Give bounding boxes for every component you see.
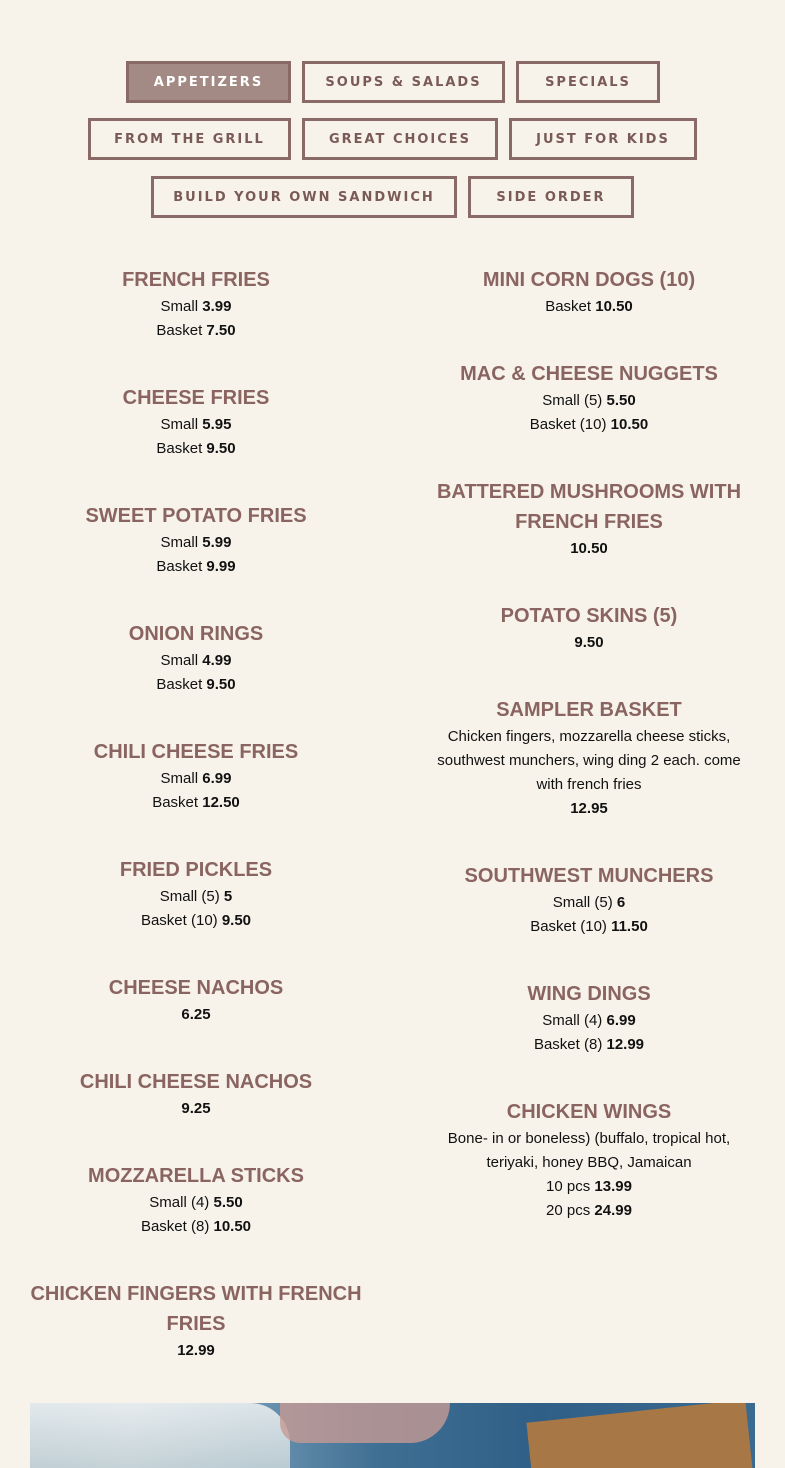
price-value: 4.99 — [202, 652, 232, 669]
price-line — [30, 909, 362, 933]
price-value: 12.99 — [177, 1342, 215, 1359]
price-value: 3.99 — [202, 298, 232, 315]
price-label: 10 pcs — [546, 1178, 591, 1195]
menu-item — [30, 1279, 362, 1363]
price-line — [430, 631, 748, 655]
price-line — [430, 1199, 748, 1223]
menu-item-name: WING DINGS — [527, 983, 651, 1005]
menu-item — [430, 601, 748, 655]
price-line — [430, 1175, 748, 1199]
price-label: Basket (8) — [140, 1218, 210, 1235]
price-label: Small (5) — [159, 888, 220, 905]
cup-shape — [30, 1403, 290, 1468]
price-value: 24.99 — [594, 1202, 632, 1219]
price-value: 9.50 — [221, 912, 252, 929]
price-line — [430, 389, 748, 413]
price-line — [430, 797, 748, 821]
price-value: 10.50 — [610, 416, 649, 433]
price-value: 12.99 — [606, 1036, 645, 1053]
menu-item — [30, 265, 362, 343]
price-line — [430, 891, 748, 915]
menu-item-name: CHILI CHEESE FRIES — [93, 741, 299, 763]
menu-item — [30, 501, 362, 579]
hand-shape — [280, 1403, 450, 1443]
price-value: 6.99 — [606, 1012, 636, 1029]
price-line — [30, 413, 362, 437]
price-label: Small (5) — [542, 392, 603, 409]
tab-soups-salads[interactable]: SOUPS & SALADS — [302, 61, 505, 103]
price-value: 9.25 — [181, 1100, 211, 1117]
price-value: 10.50 — [570, 540, 608, 557]
price-label: Basket — [156, 558, 203, 575]
price-value: 10.50 — [213, 1218, 252, 1235]
price-value: 10.50 — [595, 298, 633, 315]
menu-item-description: Chicken fingers, mozzarella cheese sticks, southwest munchers, wing ding 2 each. come with french fries — [437, 728, 741, 793]
menu-item — [30, 1161, 362, 1239]
menu-item-name: CHEESE FRIES — [122, 387, 270, 409]
price-value: 5.50 — [213, 1194, 243, 1211]
menu-item — [30, 973, 362, 1027]
food-photo — [30, 1403, 755, 1468]
price-label: Small — [160, 416, 199, 433]
price-value: 12.95 — [570, 800, 608, 817]
tab-appetizers[interactable]: APPETIZERS — [126, 61, 291, 103]
price-value: 5.95 — [202, 416, 232, 433]
price-value: 6.99 — [202, 770, 232, 787]
menu-item-name: MAC & CHEESE NUGGETS — [460, 363, 718, 385]
price-line — [430, 1009, 748, 1033]
price-label: Small — [160, 652, 199, 669]
menu-item-name: FRENCH FRIES — [122, 269, 270, 291]
price-value: 9.50 — [574, 634, 604, 651]
price-value: 12.50 — [202, 794, 240, 811]
price-label: Basket (10) — [529, 416, 607, 433]
tab-great-choices[interactable]: GREAT CHOICES — [302, 118, 498, 160]
menu-item — [430, 695, 748, 821]
menu-item — [430, 1097, 748, 1223]
price-line — [430, 295, 748, 319]
price-line — [30, 1215, 362, 1239]
price-value: 6 — [616, 894, 626, 911]
price-line — [30, 295, 362, 319]
menu-item — [430, 265, 748, 319]
price-label: Basket — [156, 676, 203, 693]
price-label: Basket — [156, 322, 203, 339]
menu-item-name: CHICKEN FINGERS WITH FRENCH FRIES — [30, 1283, 362, 1335]
tab-just-for-kids[interactable]: JUST FOR KIDS — [509, 118, 697, 160]
menu-item-name: CHEESE NACHOS — [108, 977, 284, 999]
menu-item — [30, 619, 362, 697]
menu-item — [30, 383, 362, 461]
price-line — [30, 531, 362, 555]
price-label: 20 pcs — [546, 1202, 591, 1219]
price-line — [30, 1339, 362, 1363]
tab-build-your-own-sandwich[interactable]: BUILD YOUR OWN SANDWICH — [151, 176, 457, 218]
price-value: 5 — [223, 888, 233, 905]
menu-item-name: MOZZARELLA STICKS — [88, 1165, 304, 1187]
price-line — [30, 1003, 362, 1027]
price-line — [430, 537, 748, 561]
menu-item — [30, 1067, 362, 1121]
price-value: 11.50 — [611, 918, 648, 935]
price-line — [430, 1033, 748, 1057]
price-value: 5.99 — [202, 534, 232, 551]
menu-item — [430, 359, 748, 437]
price-value: 9.99 — [206, 558, 236, 575]
tab-specials[interactable]: SPECIALS — [516, 61, 660, 103]
menu-item-name: BATTERED MUSHROOMS WITH FRENCH FRIES — [436, 481, 742, 533]
price-label: Small — [160, 534, 199, 551]
price-line — [30, 437, 362, 461]
price-line — [30, 673, 362, 697]
price-line — [30, 791, 362, 815]
price-label: Small (4) — [149, 1194, 210, 1211]
price-line — [430, 413, 748, 437]
price-line — [30, 1191, 362, 1215]
menu-item — [30, 737, 362, 815]
menu-item — [430, 477, 748, 561]
menu-item — [30, 855, 362, 933]
menu-item-name: CHICKEN WINGS — [506, 1101, 672, 1123]
price-label: Basket — [545, 298, 592, 315]
price-label: Basket (10) — [530, 918, 607, 935]
price-value: 9.50 — [206, 676, 236, 693]
price-label: Small — [160, 770, 199, 787]
price-line — [30, 1097, 362, 1121]
menu-item-description: Bone- in or boneless) (buffalo, tropical hot, teriyaki, honey BBQ, Jamaican — [447, 1130, 731, 1171]
price-line — [30, 555, 362, 579]
price-line — [30, 319, 362, 343]
price-line — [30, 649, 362, 673]
food-box-shape — [526, 1403, 753, 1468]
price-label: Basket (10) — [140, 912, 218, 929]
price-value: 13.99 — [594, 1178, 632, 1195]
price-label: Basket — [152, 794, 199, 811]
price-value: 9.50 — [206, 440, 236, 457]
price-value: 7.50 — [206, 322, 236, 339]
price-line — [430, 915, 748, 939]
menu-item-name: MINI CORN DOGS (10) — [482, 269, 696, 291]
price-label: Basket (8) — [533, 1036, 603, 1053]
price-line — [30, 885, 362, 909]
menu-item-name: ONION RINGS — [128, 623, 264, 645]
menu-item-name: SWEET POTATO FRIES — [85, 505, 307, 527]
price-value: 5.50 — [606, 392, 636, 409]
price-value: 6.25 — [181, 1006, 211, 1023]
menu-item-name: SAMPLER BASKET — [496, 699, 682, 721]
price-label: Basket — [156, 440, 203, 457]
menu-item-name: SOUTHWEST MUNCHERS — [464, 865, 714, 887]
menu-item-name: FRIED PICKLES — [119, 859, 273, 881]
menu-item-name: POTATO SKINS (5) — [500, 605, 678, 627]
price-label: Small — [160, 298, 199, 315]
menu-item — [430, 861, 748, 939]
menu-item-name: CHILI CHEESE NACHOS — [79, 1071, 313, 1093]
tab-from-the-grill[interactable]: FROM THE GRILL — [88, 118, 291, 160]
price-label: Small (5) — [552, 894, 613, 911]
tab-side-order[interactable]: SIDE ORDER — [468, 176, 634, 218]
price-label: Small (4) — [542, 1012, 603, 1029]
menu-item — [430, 979, 748, 1057]
price-line — [30, 767, 362, 791]
